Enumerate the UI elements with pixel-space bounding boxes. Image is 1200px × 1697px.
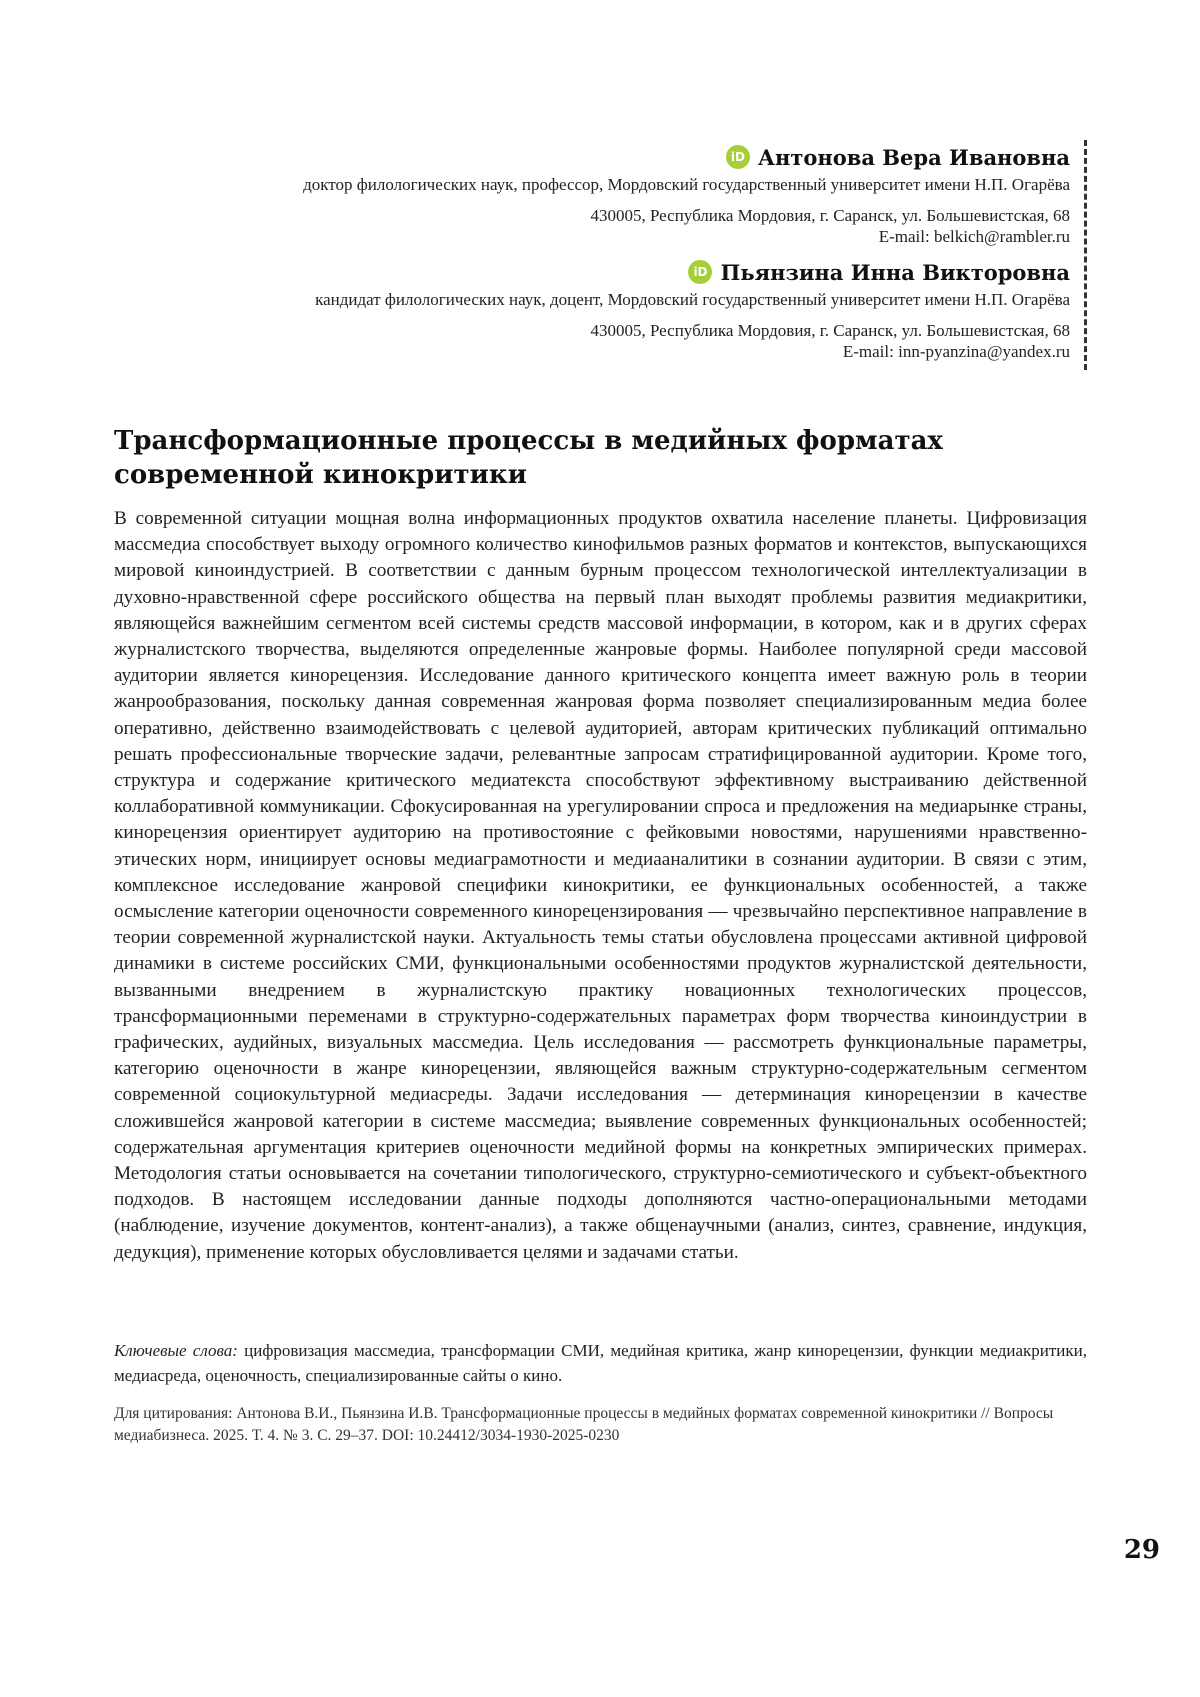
author-1 <box>120 140 1070 247</box>
abstract: В современной ситуации мощная волна информационных продуктов охватила население планеты. Цифровизация массмедиа способствует выходу огромного количество кинофильмов разных форматов и контекстов, выпускающихся мировой киноиндустрией. В соответствии с данным бурным процессом технологической интеллектуализации в духовно-нравственной сфере российского общества на первый план выходят проблемы развития медиакритики, являющейся важнейшим сегментом всей системы средств массовой информации, в котором, как и в других сферах журналистского творчества, выделяются определенные жанровые формы. Наиболее популярной среди массовой аудитории является кинорецензия. Исследование данного критического концепта имеет важную роль в теории жанрообразования, поскольку данная современная жанровая форма позволяет специализированным медиа более оперативно, действенно взаимодействовать с целевой аудиторией, авторам критических публикаций оптимально решать профессиональные творческие задачи, релевантные запросам стратифицированной аудитории. Кроме того, структура и содержание критического медиатекста способствуют эффективному выстраиванию действенной коллаборативной коммуникации. Сфокусированная на урегулировании спроса и предложения на медиарынке страны, кинорецензия ориентирует аудиторию на противостояние с фейковыми новостями, нарушениями нравственно-этических норм, инициирует основы медиаграмотности и медиааналитики в сознании аудитории. В связи с этим, комплексное исследование жанровой специфики кинокритики, ее функциональных особенностей, а также осмысление категории оценочности современного кинорецензирования — чрезвычайно перспективное направление в теории современной журналистской науки. Актуальность темы статьи обусловлена процессами активной цифровой динамики в системе российских СМИ, функциональными особенностями продуктов журналистской деятельности, вызванными внедрением в журналистскую практику новационных технологических процессов, трансформационными переменами в структурно-содержательных параметрах форм творчества киноиндустрии в графических, аудийных, визуальных массмедиа. Цель исследования — рассмотреть функциональные параметры, категорию оценочности в жанре кинорецензии, являющейся важным структурно-содержательным сегментом современной социокультурной медиасреды. Задачи исследования — детерминация кинорецензии в качестве сложившейся жанровой категории в системе массмедиа; выявление современных функциональных особенностей; содержательная аргументация критериев оценочности медийной формы на конкретных эмпирических примерах. Методология статьи основывается на сочетании типологического, структурно-семиотического и субъект-объектного подходов. В настоящем исследовании данные подходы дополняются частно-операциональными методами (наблюдение, изучение документов, контент-анализ), а также общенаучными (анализ, синтез, сравнение, индукция, дедукция), применение которых обусловливается целями и задачами статьи. <box>114 508 1087 1263</box>
author-name: Антонова Вера Ивановна <box>757 144 1070 170</box>
orcid-icon[interactable]: iD <box>726 145 750 169</box>
citation: Для цитирования: Антонова В.И., Пьянзина И.В. Трансформационные процессы в медийных форматах современной кинокритики // Вопросы медиабизнеса. 2025. Т. 4. № 3. С. 29–37. DOI: 10.24412/3034-1930-2025-0230 <box>114 1405 1054 1444</box>
article-title: Трансформационные процессы в медийных форматах современной кинокритики <box>114 426 943 490</box>
author-2 <box>120 255 1070 362</box>
author-position: доктор филологических наук, профессор, Мордовский государственный университет имени Н.П. Огарёва <box>303 175 1070 194</box>
keywords-text: цифровизация массмедиа, трансформации СМИ, медийная критика, жанр кинорецензии, функции медиакритики, медиасреда, оценочность, специализированные сайты о кино. <box>114 1341 1087 1385</box>
author-address: 430005, Республика Мордовия, г. Саранск, ул. Большевистская, 68 <box>590 206 1070 225</box>
author-email: E-mail: belkich@rambler.ru <box>878 227 1070 246</box>
author-name: Пьянзина Инна Викторовна <box>720 259 1070 285</box>
keywords-label: Ключевые слова: <box>114 1341 238 1360</box>
author-position: кандидат филологических наук, доцент, Мордовский государственный университет имени Н.П. Огарёва <box>315 290 1070 309</box>
orcid-icon[interactable]: iD <box>688 260 712 284</box>
author-address: 430005, Республика Мордовия, г. Саранск, ул. Большевистская, 68 <box>590 321 1070 340</box>
authors-block <box>120 140 1087 370</box>
page-number: 29 <box>1123 1535 1160 1565</box>
author-email: E-mail: inn-pyanzina@yandex.ru <box>842 342 1070 361</box>
keywords <box>114 1338 1087 1388</box>
